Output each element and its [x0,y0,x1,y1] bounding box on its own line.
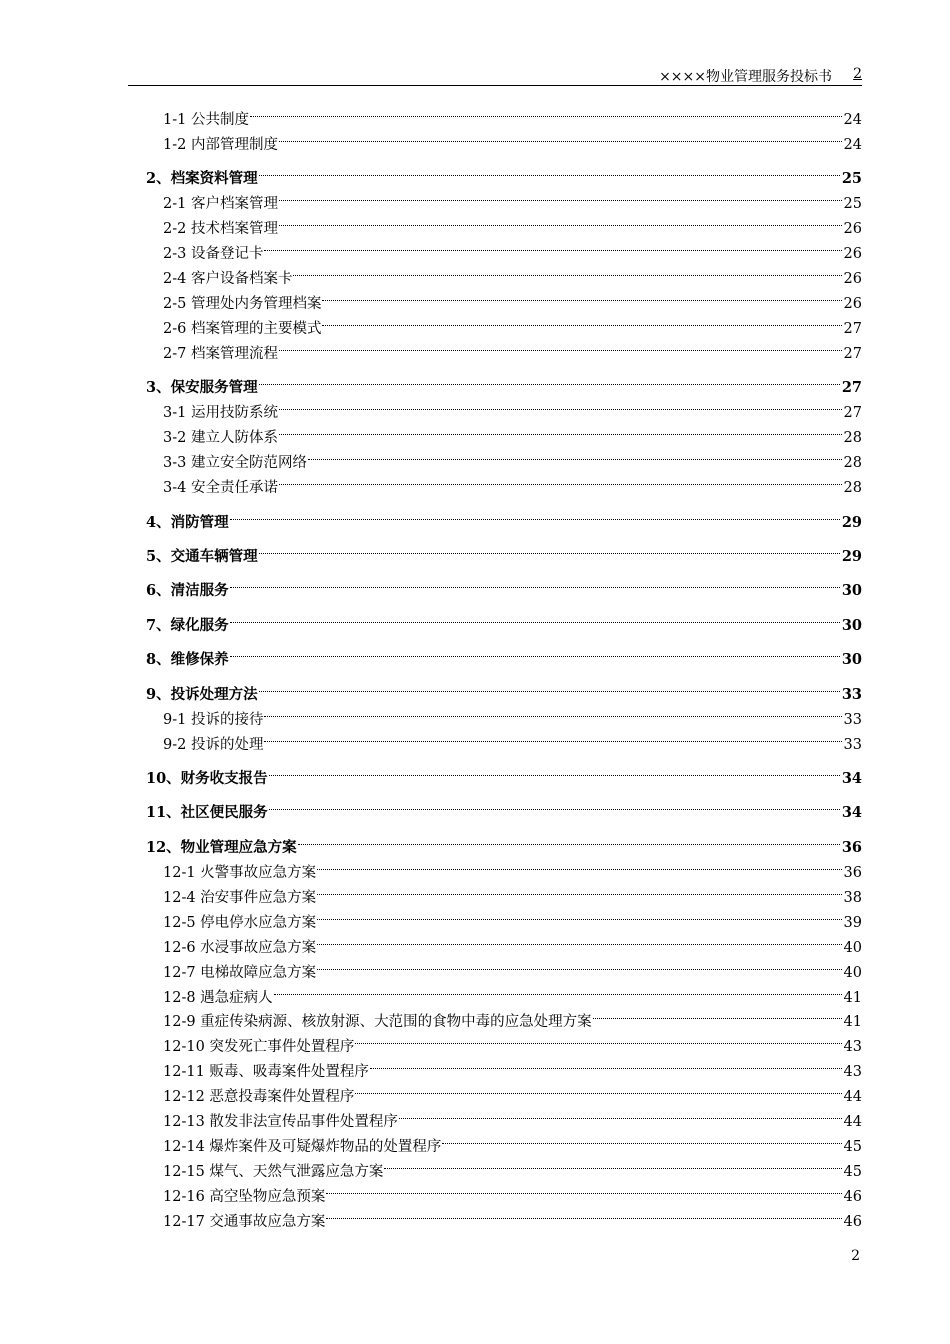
toc-dot-leader [229,639,841,664]
toc-entry-page-number: 27 [843,345,862,362]
toc-entry-page-number: 44 [843,1089,862,1106]
toc-entry-title: 4、消防管理 [146,513,229,531]
toc-dot-leader [316,902,842,927]
toc-dot-leader [229,570,841,595]
toc-dot-leader [258,536,841,561]
toc-entry-page-number: 46 [843,1213,862,1230]
toc-section-entry[interactable] [146,793,862,822]
toc-dot-leader [263,233,842,258]
header-title: ××××物业管理服务投标书 [659,69,832,85]
toc-entry-title: 2-4 客户设备档案卡 [163,271,293,288]
toc-entry-title: 12、物业管理应急方案 [146,838,297,856]
toc-entry-title: 10、财务收支报告 [146,770,268,787]
toc-dot-leader [321,308,842,333]
toc-entry-page-number: 46 [843,1189,862,1205]
toc-entry-title: 2-5 管理处内务管理档案 [163,296,322,312]
toc-entry-title: 12-17 交通事故应急方案 [163,1213,326,1230]
toc-entry-title: 2-6 档案管理的主要模式 [163,320,322,337]
toc-dot-leader [354,1026,842,1051]
toc-dot-leader [249,99,843,124]
toc-dot-leader [316,952,842,977]
toc-entry-title: 12-14 爆炸案件及可疑爆炸物品的处置程序 [163,1139,442,1156]
toc-dot-leader [278,124,843,149]
toc-entry-title: 6、清洁服务 [146,582,229,600]
toc-entry-title: 9-2 投诉的处理 [163,736,264,753]
toc-dot-leader [592,1002,843,1027]
toc-entry-page-number: 45 [843,1164,862,1181]
toc-dot-leader [268,793,841,818]
page-header [128,64,862,86]
toc-entry-page-number: 27 [843,405,862,422]
toc-entry-page-number: 44 [843,1114,862,1131]
toc-entry-title: 9、投诉处理方法 [146,685,258,703]
toc-entry-title: 3-2 建立人防体系 [163,430,278,447]
toc-entry-title: 8、维修保养 [146,651,229,669]
toc-entry-title: 12-13 散发非法宣传品事件处置程序 [163,1114,398,1131]
toc-subsection-entry[interactable] [146,99,862,128]
toc-dot-leader [316,877,842,902]
toc-dot-leader [369,1051,843,1076]
toc-entry-page-number: 45 [843,1139,862,1156]
toc-dot-leader [258,674,841,699]
toc-entry-page-number: 30 [841,651,862,669]
toc-entry-page-number: 40 [843,939,862,956]
toc-dot-leader [273,977,843,1002]
toc-section-entry[interactable] [146,639,862,669]
toc-dot-leader [441,1126,842,1151]
toc-entry-title: 2-3 设备登记卡 [163,246,264,263]
toc-dot-leader [258,367,841,392]
toc-entry-title: 3-1 运用技防系统 [163,405,278,422]
toc-entry-page-number: 36 [843,864,862,881]
toc-section-entry[interactable] [146,502,862,531]
footer-page-number: 2 [851,1248,860,1264]
toc-entry-page-number: 38 [843,889,862,906]
toc-entry-title: 1-2 内部管理制度 [163,136,278,153]
toc-section-entry[interactable] [146,605,862,634]
toc-dot-leader [316,927,842,952]
table-of-contents [146,99,862,1230]
toc-entry-page-number: 30 [841,616,862,634]
toc-entry-title: 12-4 治安事件应急方案 [163,889,317,906]
toc-entry-page-number: 28 [843,455,862,472]
toc-entry-page-number: 36 [841,838,862,856]
toc-entry-title: 12-5 停电停水应急方案 [163,914,317,931]
toc-dot-leader [278,467,843,492]
toc-subsection-entry[interactable] [146,124,862,153]
toc-entry-page-number: 26 [843,296,862,312]
toc-entry-title: 12-16 高空坠物应急预案 [163,1189,326,1205]
toc-entry-page-number: 33 [841,685,862,703]
toc-dot-leader [398,1101,843,1126]
toc-dot-leader [268,758,841,783]
toc-dot-leader [278,417,843,442]
toc-dot-leader [307,442,843,467]
toc-entry-page-number: 29 [841,547,862,565]
toc-entry-page-number: 41 [843,1014,862,1031]
toc-dot-leader [258,158,841,183]
toc-dot-leader [278,333,843,358]
toc-dot-leader [278,183,843,208]
toc-entry-title: 12-10 突发死亡事件处置程序 [163,1039,355,1056]
toc-entry-page-number: 33 [843,711,862,728]
toc-entry-title: 12-7 电梯故障应急方案 [163,964,317,981]
toc-entry-title: 5、交通车辆管理 [146,547,258,565]
toc-section-entry[interactable] [146,758,862,787]
toc-section-entry[interactable] [146,570,862,600]
toc-dot-leader [325,1201,842,1226]
toc-dot-leader [292,258,842,283]
toc-entry-page-number: 43 [843,1039,862,1056]
toc-entry-page-number: 24 [843,136,862,153]
toc-dot-leader [383,1151,842,1176]
toc-entry-page-number: 24 [843,111,862,128]
toc-dot-leader [354,1076,842,1101]
toc-entry-title: 12-6 水浸事故应急方案 [163,939,317,956]
toc-entry-title: 12-12 恶意投毒案件处置程序 [163,1089,355,1106]
toc-entry-title: 2-7 档案管理流程 [163,345,278,362]
toc-entry-page-number: 25 [841,170,862,188]
toc-entry-title: 3-4 安全责任承诺 [163,480,278,497]
toc-entry-page-number: 39 [843,914,862,931]
toc-section-entry[interactable] [146,674,862,703]
toc-entry-title: 12-11 贩毒、吸毒案件处置程序 [163,1064,369,1081]
toc-entry-page-number: 29 [841,513,862,531]
toc-entry-page-number: 43 [843,1064,862,1081]
toc-section-entry[interactable] [146,158,862,188]
toc-entry-title: 11、社区便民服务 [146,804,268,822]
toc-dot-leader [316,852,842,877]
toc-entry-title: 2-2 技术档案管理 [163,221,278,238]
toc-entry-title: 12-1 火警事故应急方案 [163,864,317,881]
toc-dot-leader [325,1176,842,1201]
toc-entry-title: 12-15 煤气、天然气泄露应急方案 [163,1164,384,1181]
toc-entry-page-number: 34 [841,770,862,787]
toc-entry-page-number: 26 [843,271,862,288]
toc-section-entry[interactable] [146,367,862,397]
toc-entry-title: 2-1 客户档案管理 [163,196,278,213]
toc-entry-title: 1-1 公共制度 [163,111,249,128]
toc-entry-title: 12-8 遇急症病人 [163,989,273,1006]
toc-entry-page-number: 34 [841,804,862,822]
toc-entry-page-number: 28 [843,480,862,497]
toc-dot-leader [278,392,843,417]
toc-entry-title: 2、档案资料管理 [146,170,258,188]
toc-entry-page-number: 30 [841,582,862,600]
toc-entry-page-number: 25 [843,196,862,213]
toc-entry-page-number: 40 [843,964,862,981]
toc-entry-title: 3、保安服务管理 [146,379,258,397]
toc-entry-title: 9-1 投诉的接待 [163,711,264,728]
toc-entry-page-number: 26 [843,246,862,263]
toc-dot-leader [321,283,842,308]
toc-dot-leader [263,724,842,749]
toc-entry-page-number: 27 [843,320,862,337]
toc-entry-page-number: 33 [843,736,862,753]
toc-entry-page-number: 27 [841,379,862,397]
header-page-number: 2 [853,66,862,82]
toc-dot-leader [297,827,841,852]
toc-section-entry[interactable] [146,536,862,565]
toc-entry-page-number: 28 [843,430,862,447]
toc-entry-title: 3-3 建立安全防范网络 [163,455,307,472]
toc-dot-leader [263,699,842,724]
toc-dot-leader [278,208,843,233]
toc-entry-title: 7、绿化服务 [146,616,229,634]
toc-dot-leader [229,502,841,527]
toc-entry-page-number: 41 [843,989,862,1006]
toc-dot-leader [229,605,841,630]
toc-entry-title: 12-9 重症传染病源、核放射源、大范围的食物中毒的应急处理方案 [163,1014,592,1031]
toc-entry-page-number: 26 [843,221,862,238]
toc-section-entry[interactable] [146,827,862,856]
